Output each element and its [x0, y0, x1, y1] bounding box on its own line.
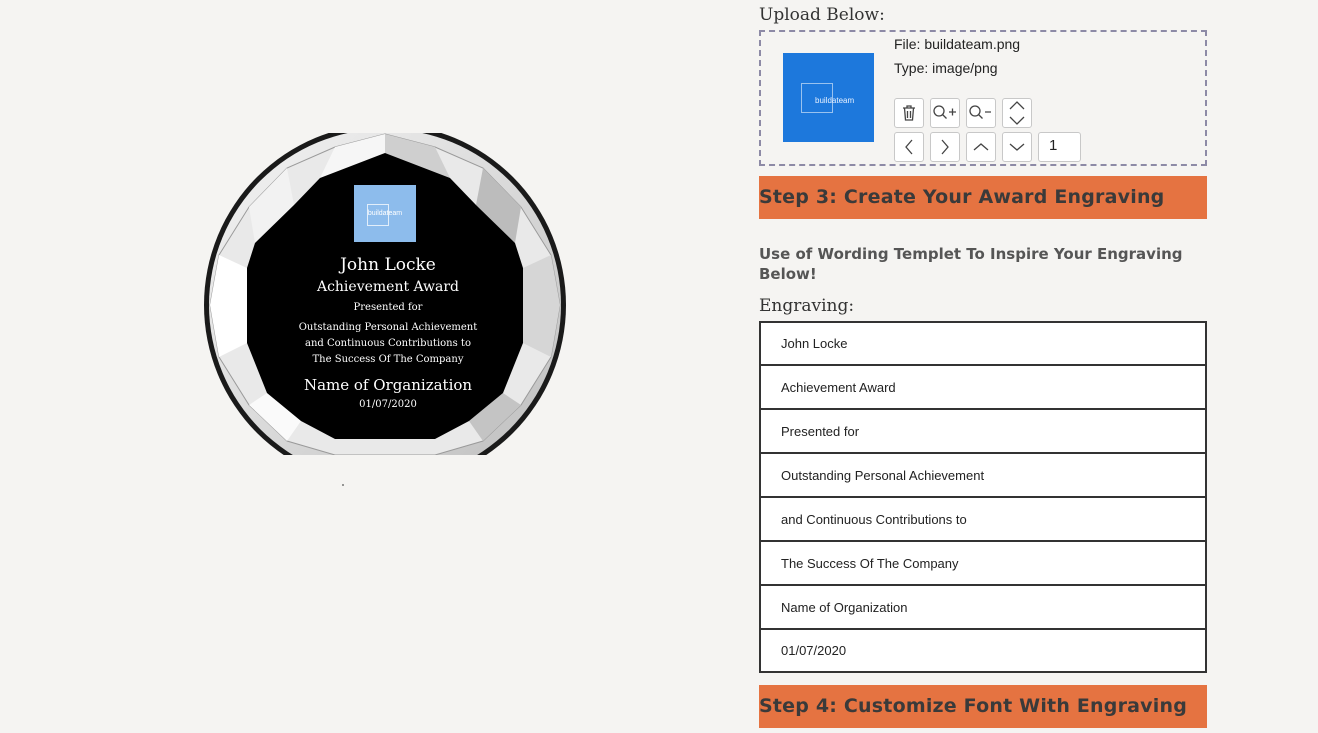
uploaded-image-thumbnail [783, 53, 874, 142]
rotation-input[interactable]: 1 [1038, 132, 1081, 162]
award-preview [203, 133, 567, 459]
award-line-5: and Continuous Contributions to [305, 338, 471, 349]
award-logo-text: buildateam [367, 210, 403, 217]
engraving-line-1[interactable] [759, 321, 1207, 365]
flip-vertical-button[interactable] [1002, 98, 1032, 128]
trash-icon [901, 104, 917, 122]
award-line-3: Presented for [353, 302, 423, 313]
engraving-line-2[interactable] [759, 365, 1207, 409]
award-logo [354, 185, 416, 242]
engraving-line-3[interactable] [759, 409, 1207, 453]
file-type: Type: image/png [894, 60, 998, 76]
award-line-4: Outstanding Personal Achievement [298, 322, 478, 333]
engraving-line-7[interactable] [759, 585, 1207, 629]
chevron-left-icon [904, 139, 914, 155]
engraving-line-8[interactable] [759, 629, 1207, 673]
award-line-7: Name of Organization [303, 376, 473, 394]
engraving-line-6[interactable] [759, 541, 1207, 585]
engraving-heading: Engraving: [759, 296, 855, 316]
delete-image-button[interactable] [894, 98, 924, 128]
engraving-line-5[interactable] [759, 497, 1207, 541]
zoom-out-button[interactable] [966, 98, 996, 128]
step-4-header: Step 4: Customize Font With Engraving [759, 685, 1207, 728]
zoom-out-icon [968, 104, 994, 122]
zoom-in-button[interactable] [930, 98, 960, 128]
award-line-8: 01/07/2020 [359, 399, 417, 410]
upload-dropzone[interactable] [759, 30, 1207, 166]
chevron-down-icon [1009, 142, 1025, 152]
zoom-in-icon [932, 104, 958, 122]
chevron-up-icon [973, 142, 989, 152]
flip-vertical-icon [1008, 100, 1026, 126]
engraving-fields [759, 321, 1207, 673]
crystal-award-graphic [203, 133, 567, 459]
award-line-2: Achievement Award [316, 279, 460, 295]
file-name: File: buildateam.png [894, 36, 1021, 52]
chevron-right-icon [940, 139, 950, 155]
move-left-button[interactable] [894, 132, 924, 162]
upload-heading: Upload Below: [759, 5, 885, 25]
engraving-line-4[interactable] [759, 453, 1207, 497]
award-line-6: The Success Of The Company [312, 354, 464, 365]
award-line-1: John Locke [340, 255, 436, 275]
wording-template-link[interactable]: Use of Wording Templet To Inspire Your Engraving Below! [759, 245, 1183, 283]
move-right-button[interactable] [930, 132, 960, 162]
move-up-button[interactable] [966, 132, 996, 162]
move-down-button[interactable] [1002, 132, 1032, 162]
carousel-dot[interactable] [342, 484, 344, 486]
step-3-header: Step 3: Create Your Award Engraving [759, 176, 1207, 219]
thumbnail-text: buildateam [815, 96, 855, 105]
